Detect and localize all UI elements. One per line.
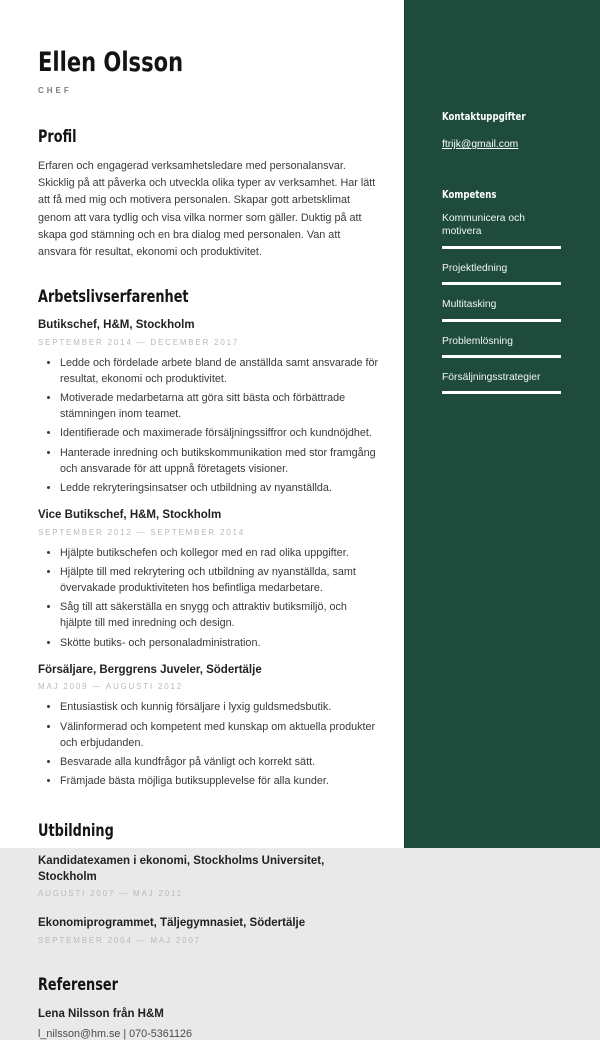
profile-heading	[38, 121, 380, 150]
job-bullet: • Motiverade medarbetarna att göra sitt bästa och förbättrade stämningen inom teamet.	[60, 390, 380, 422]
job-bullet: • Främjade bästa möjliga butiksupplevelse för alla kunder.	[60, 773, 380, 789]
references-heading-text: Referenser	[38, 974, 118, 994]
email-link[interactable]: ftrijk@gmail.com	[442, 139, 519, 150]
job-bullet: • Hanterade inredning och butikskommunikation med stor framgång och ansvarade för att uppnå företagets visioner.	[60, 445, 380, 477]
job-bullet: • Entusiastisk och kunnig försäljare i lyxig guldsmedsbutik.	[60, 699, 380, 715]
education-entry	[38, 916, 380, 945]
skill-item	[442, 335, 561, 358]
section-education	[38, 815, 380, 944]
skill-item	[442, 212, 561, 249]
skills-heading-text: Kompetens	[442, 188, 497, 201]
job-bullet: • Ledde och fördelade arbete bland de anställda samt ansvarade för resultat, ekonomi och produktivitet.	[60, 355, 380, 387]
education-heading-text: Utbildning	[38, 821, 114, 841]
skill-label: Multitasking	[442, 299, 497, 311]
skill-bar-fill	[442, 319, 561, 322]
skill-bar-track	[442, 282, 561, 285]
sidebar	[404, 0, 600, 848]
job-dates: MAJ 2009 — AUGUSTI 2012	[38, 682, 184, 692]
skill-bar-fill	[442, 391, 561, 394]
experience-list	[38, 318, 380, 789]
job-bullets	[38, 545, 380, 651]
experience-heading	[38, 281, 380, 310]
skills-list	[442, 212, 561, 394]
skill-bar-track	[442, 246, 561, 249]
job-bullet: • Skötte butiks- och personaladministration.	[60, 635, 380, 651]
skills-heading	[442, 185, 561, 203]
contact-heading	[442, 107, 561, 125]
job-entry	[38, 663, 380, 789]
profile-text: Erfaren och engagerad verksamhetsledare med personalansvar. Skicklig på att påverka och utveckla olika typer av verksamhet. Har lätt att få med mig och motivera personalen. Skapar gott arbetsklimat genom att vara tydlig och visa vilka normer som gäller. Duktig på att skapa god stämning och en bra dialog med personalen. Van att ansvara för resultat, ekonomi och produktivitet.	[38, 159, 376, 259]
job-bullet: • Ledde rekryteringsinsatser och utbildning av nyanställda.	[60, 480, 380, 496]
job-title: Försäljare, Berggrens Juveler, Södertälje	[38, 663, 262, 676]
skill-label: Försäljningsstrategier	[442, 371, 541, 383]
skill-bar-fill	[442, 246, 561, 249]
skill-bar-track	[442, 391, 561, 394]
job-bullet: • Välinformerad och kompetent med kunskap om aktuella produkter och erbjudanden.	[60, 719, 380, 751]
contact-heading-text: Kontaktuppgifter	[442, 110, 526, 123]
education-title: Ekonomiprogrammet, Täljegymnasiet, Södertälje	[38, 917, 306, 930]
skill-label: Problemlösning	[442, 335, 513, 347]
reference-contact: l_nilsson@hm.se | 070-5361126	[38, 1027, 193, 1040]
job-bullet: • Såg till att säkerställa en snygg och attraktiv butiksmiljö, och hjälpte till med inredning och design.	[60, 599, 380, 631]
job-title: Vice Butikschef, H&M, Stockholm	[38, 509, 222, 522]
skill-bar-track	[442, 319, 561, 322]
job-dates: SEPTEMBER 2014 — DECEMBER 2017	[38, 337, 240, 347]
education-title: Kandidatexamen i ekonomi, Stockholms Universitet, Stockholm	[38, 855, 325, 883]
job-dates: SEPTEMBER 2012 — SEPTEMBER 2014	[38, 527, 245, 537]
education-list	[38, 854, 380, 945]
job-bullet: • Hjälpte butikschefen och kollegor med en rad olika uppgifter.	[60, 545, 380, 561]
skill-item	[442, 262, 561, 285]
candidate-name	[38, 42, 380, 79]
job-bullets	[38, 699, 380, 789]
skill-label: Projektledning	[442, 262, 508, 274]
skill-bar-fill	[442, 355, 561, 358]
job-title: Butikschef, H&M, Stockholm	[38, 319, 195, 332]
reference-item	[38, 1007, 380, 1040]
job-entry	[38, 318, 380, 496]
references-heading	[38, 969, 380, 998]
education-heading	[38, 815, 380, 844]
education-dates: SEPTEMBER 2004 — MAJ 2007	[38, 935, 201, 945]
education-dates: AUGUSTI 2007 — MAJ 2011	[38, 889, 183, 899]
candidate-job-title: CHEF	[38, 86, 72, 95]
job-bullets	[38, 355, 380, 497]
job-entry	[38, 508, 380, 651]
skill-item	[442, 371, 561, 394]
education-entry	[38, 854, 380, 898]
job-bullet: • Hjälpte till med rekrytering och utbildning av nyanställda, samt övervakade produktiviteten hos befintliga medarbetare.	[60, 564, 380, 596]
skill-item	[442, 298, 561, 321]
skill-label: Kommunicera och motivera	[442, 213, 525, 238]
job-bullet: • Besvarade alla kundfrågor på vänligt och korrekt sätt.	[60, 754, 380, 770]
section-references	[38, 969, 380, 1040]
candidate-name-text: Ellen Olsson	[38, 47, 184, 78]
experience-heading-text: Arbetslivserfarenhet	[38, 287, 189, 307]
skill-bar-track	[442, 355, 561, 358]
section-experience	[38, 281, 380, 789]
reference-name: Lena Nilsson från H&M	[38, 1008, 164, 1021]
profile-heading-text: Profil	[38, 127, 77, 146]
section-profile	[38, 121, 380, 261]
job-bullet: • Identifierade och maximerade försäljningssiffror och kundnöjdhet.	[60, 425, 380, 441]
skill-bar-fill	[442, 282, 561, 285]
